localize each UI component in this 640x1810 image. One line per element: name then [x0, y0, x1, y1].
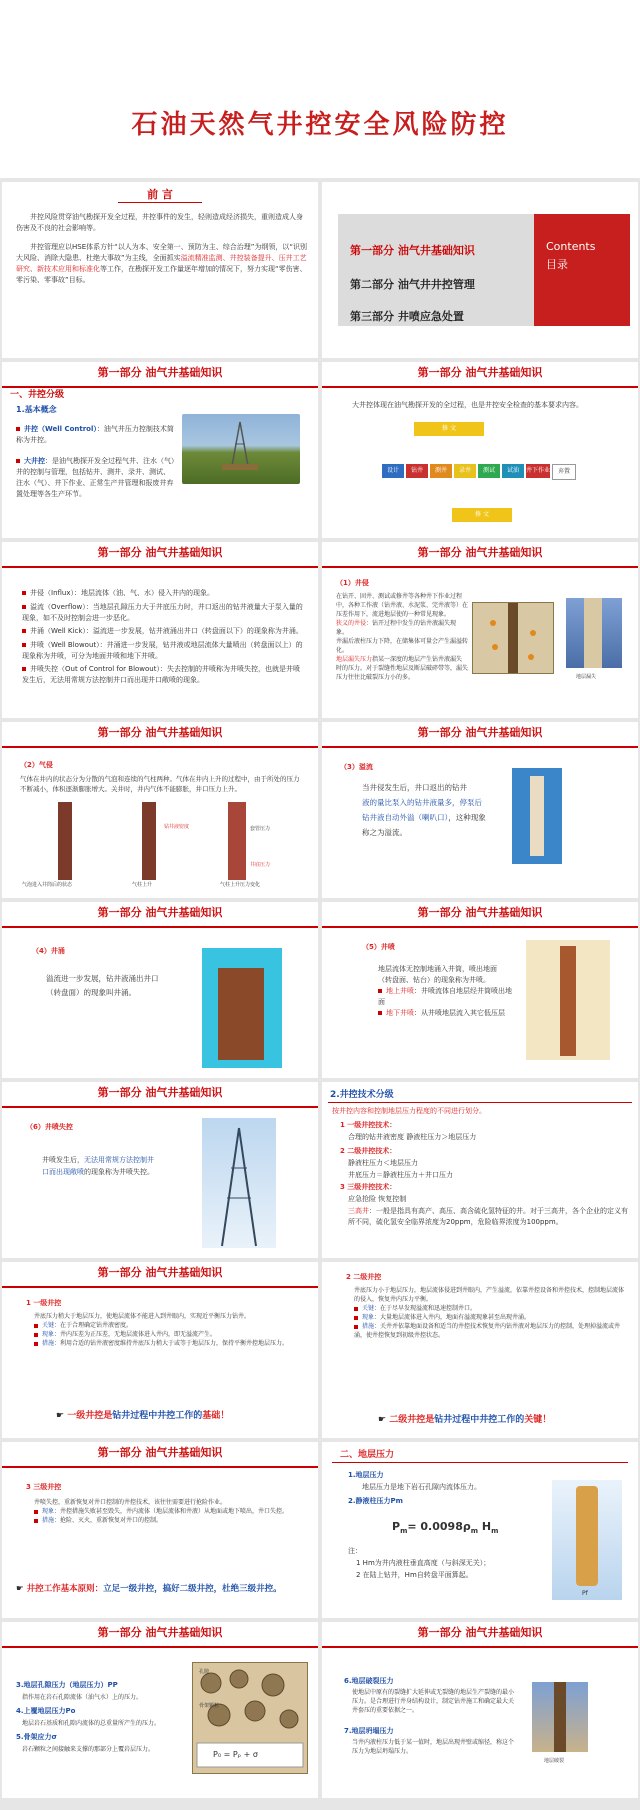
tertiary-b2-label: 措施 [42, 1517, 55, 1524]
preface-text-c: 等工作，在勘探开发工作量逐年增加的情况下，努力实现“零伤害、零污染、零事故”目标。 [16, 265, 307, 284]
label-drill: 钻井液密度 [164, 824, 190, 830]
secondary-text [354, 1286, 624, 1340]
ooc-p1b: 无法用常规方法控制井 [84, 1156, 154, 1164]
slide-kick [2, 902, 318, 1078]
title-rule [322, 566, 638, 568]
blowout-p2: （转盘面、钻台）的现象称为井喷。 [378, 976, 490, 984]
secondary-callout [378, 1412, 551, 1425]
secondary-b1-label: 关键 [362, 1305, 375, 1312]
influx-p2: ：钻开过程中发生的钻井液漏失现象。 [336, 620, 457, 636]
kick-heading: （4）井涌 [32, 947, 65, 955]
def-blowout-text: 井喷（Well Blowout）：井涌进一步发展，钻井液或地层流体大量喷出（转盘面以上）的现象称为井喷，可分为地面井喷和地下井喷。 [22, 641, 303, 660]
fr-wellbore [554, 1682, 566, 1752]
cap-3: 气柱上升压力变化 [220, 882, 261, 888]
principle-text: 立足一级井控，搞好二级井控，杜绝三级井控。 [103, 1584, 282, 1594]
level-heading: 一、井控分级 [10, 390, 65, 400]
influx-heading: （1）井侵 [336, 579, 369, 587]
well-diagram [472, 602, 554, 674]
def-well-control [16, 424, 176, 446]
slide-fracture-pressure [322, 1622, 638, 1798]
fp-note1: 1 Hm为井内液柱垂直高度（与斜深无关）； [356, 1559, 491, 1567]
tertiary-b2: ：抢险、灭火，重新恢复对井口的控制。 [54, 1517, 163, 1524]
callout-end: 关键！ [524, 1415, 552, 1425]
fp-label: Pf [582, 1590, 588, 1597]
slide-technique-levels [322, 1082, 638, 1258]
slide-pore-pressure [2, 1622, 318, 1798]
tertiary-p1: 井喷失控，重新恢复对井口控制的井控技术，该往往需要进行抢险作业。 [34, 1499, 227, 1506]
influx-p2-label: 狭义的井侵 [336, 620, 367, 627]
primary-p1: 井底压力稍大于地层压力，使地层流体不能进入到井眼内，实现近平衡压力钻井。 [34, 1313, 251, 1320]
tech-l2-text: 静液柱压力＜地层压力 [348, 1159, 418, 1167]
bullet-icon [22, 643, 26, 647]
tertiary-b1: ：井控措施失败甚至毁失，井内流体（地层流体和井液）从地面或地下喷出，井口失控。 [54, 1508, 289, 1515]
slide-title: 第一部分 油气井基础知识 [417, 1626, 543, 1639]
fr-diagram [532, 1682, 588, 1752]
pp-p2: 地层岩石基质和孔隙内流体的总重量所产生的压力。 [22, 1720, 161, 1727]
step-design: 设计 [382, 464, 404, 478]
title-rule [2, 926, 318, 928]
bullet-icon [16, 427, 20, 431]
influx-p1: 在钻开、固井、测试或修井等各种井下作业过程中，各种工作液（钻井液、水泥浆、完井液等）在压差作用下，流进地层使的一种常见现象。 [336, 593, 469, 618]
primary-b2: ：井内压差为正压差，无地层流体进入井内，即无溢流产生。 [54, 1331, 217, 1338]
slide-title: 第一部分 油气井基础知识 [97, 1086, 223, 1099]
step-mudlog: 录井 [454, 464, 476, 478]
def-kick [22, 626, 306, 637]
slide-formation-pressure [322, 1442, 638, 1618]
oilfield-photo [182, 414, 300, 484]
ooc-p1: 井喷发生后， [42, 1156, 84, 1164]
bullet-icon [16, 459, 20, 463]
hand-icon: ☛ [378, 1415, 390, 1425]
bullet-icon [378, 989, 382, 993]
def-out-of-control [22, 664, 306, 686]
kick-diagram [202, 948, 282, 1068]
bullet-icon [22, 605, 26, 609]
primary-b1: ：在于合理确定钻井液密度。 [54, 1322, 133, 1329]
overflow-p4: ，这种现象 [448, 813, 486, 822]
overflow-text [362, 780, 492, 840]
def-influx [22, 588, 306, 599]
tech-l1-text: 合理的钻井液密度 静液柱压力＞地层压力 [348, 1133, 477, 1141]
hero-title: 石油天然气井控安全风险防控 [131, 110, 509, 140]
secondary-b1: ：在于尽早发现溢流和迅速控制井口。 [374, 1305, 477, 1312]
contents-box [534, 214, 630, 326]
pp-p3: 岩石颗粒之间接触来支撑的那部分上覆岩层压力。 [22, 1746, 155, 1753]
overflow-heading: （3）溢流 [340, 763, 373, 771]
callout-pre: 二级井控是 [389, 1415, 435, 1425]
fr-h2: 7.地层坍塌压力 [344, 1727, 394, 1735]
pp-h3: 5.骨架应力σ [16, 1733, 57, 1741]
callout-mid: 钻井过程中井控工作的 [112, 1411, 203, 1421]
bullet-icon [354, 1316, 358, 1320]
slide-title: 第一部分 油气井基础知识 [97, 546, 223, 559]
toc-item-2[interactable]: 第二部分 油气井井控管理 [350, 278, 475, 291]
f-sub1: m [400, 1527, 408, 1536]
term-well-control-desc: ：油气井压力控制技术简称为井控。 [16, 425, 174, 444]
secondary-b2-label: 现象 [362, 1314, 375, 1321]
tech-l1: 1 一级井控技术： [340, 1121, 397, 1129]
tertiary-b1-label: 现象 [42, 1508, 55, 1515]
f-h: H [478, 1520, 492, 1533]
term-well-control: 井控（Well Control） [24, 425, 97, 433]
blowout-photo [202, 1118, 276, 1248]
pp-formula: P₀ = Pₚ + σ [213, 1750, 258, 1759]
toc-item-3[interactable]: 第三部分 井喷应急处置 [350, 310, 464, 323]
step-testing: 测试 [478, 464, 500, 478]
ooc-text [42, 1154, 182, 1178]
step-trial: 试油 [502, 464, 524, 478]
def-kick-text: 井涌（Well Kick）：溢流进一步发展，钻井液涌出井口（转盘面以下）的现象称为井涌。 [30, 627, 303, 635]
overflow-p3: 钻井液自动外溢（喇叭口） [362, 813, 449, 822]
pp-h2: 4.上覆地层压力Po [16, 1707, 76, 1715]
slide-title: 第一部分 油气井基础知识 [97, 726, 223, 739]
primary-heading: 1 一级井控 [26, 1299, 62, 1307]
bullet-icon [354, 1307, 358, 1311]
def-overflow [22, 602, 306, 624]
bullet-icon [354, 1325, 358, 1329]
title-rule [322, 746, 638, 748]
gas-column-2 [142, 802, 156, 880]
pp-label1: 孔隙 [199, 1669, 210, 1675]
bottom-label: 修 文 [452, 508, 512, 522]
influx-p4-label: 地层漏失压力 [336, 656, 373, 663]
secondary-p1: 井底压力小于地层压力，地层流体侵进到井眼内，产生溢流，依靠井控设备和井控技术，控制地层流体的侵入，恢复井内压力平衡。 [354, 1287, 625, 1303]
secondary-b3: ：关井并依靠地面设备和适当的井控技术恢复井内钻井液对地层压力的控制，处理掉溢流或井涌，使井控恢复到初级井控状态。 [354, 1323, 621, 1339]
slide-title: 第一部分 油气井基础知识 [97, 1446, 223, 1459]
secondary-b3-label: 措施 [362, 1323, 375, 1330]
slide-title: 第一部分 油气井基础知识 [417, 546, 543, 559]
overflow-pipe [530, 776, 544, 856]
blowout-heading: （5）井喷 [362, 943, 395, 951]
fp-h1: 1.地层压力 [348, 1471, 384, 1479]
primary-b1-label: 关键 [42, 1322, 55, 1329]
rig-illustration [182, 414, 300, 484]
preface-heading: 前 言 [147, 188, 173, 201]
secondary-heading: 2 二级井控 [346, 1273, 382, 1281]
callout-pre: 一级井控是 [67, 1411, 113, 1421]
callout-end: 基础！ [202, 1411, 230, 1421]
blowout-diagram [526, 940, 610, 1060]
blowout-well [560, 946, 576, 1056]
top-label: 修 文 [414, 422, 484, 436]
gas-column-1 [58, 802, 72, 880]
overflow-p1: 当井侵发生后，井口返出的钻井 [362, 783, 467, 792]
callout-mid: 钻井过程中井控工作的 [434, 1415, 525, 1425]
slide-title: 第一部分 油气井基础知识 [97, 906, 223, 919]
def-out-of-control-text: 井喷失控（Out of Control for Blowout）：失去控制的井喷称为井喷失控，也就是井喷发生后，无法用常规方法控制井口而出现井口敞喷的现象。 [22, 665, 300, 684]
influx-text [336, 592, 468, 682]
slide-title: 第一部分 油气井基础知识 [97, 1626, 223, 1639]
def-big-well-control [16, 456, 176, 500]
tertiary-heading: 3 三级井控 [26, 1483, 62, 1491]
f-sub2: m [470, 1527, 479, 1536]
principle-callout [16, 1582, 282, 1594]
term-big-well-control-desc: ：是油气勘探开发全过程气井、注水（气）井的控制与管理，包括钻井、测井、录井、测试、注水（气）、井下作业、正常生产井管理和报废井弃置处理等各生产环节。 [16, 457, 175, 498]
step-logging: 测井 [430, 464, 452, 478]
fp-note2: 2 在陆上钻井，Hm自转盘平面算起。 [356, 1571, 473, 1579]
kick-text [46, 972, 186, 1000]
kick-p1: 溢流进一步发展，钻井液涌出井口 [46, 974, 159, 983]
slide-primary-control [2, 1262, 318, 1438]
title-rule [322, 386, 638, 388]
def-blowout [22, 640, 306, 662]
primary-b3: ：利用合适的钻井液密度维持井底压力稍大于或等于地层压力，保持平衡井控地层压力。 [54, 1340, 289, 1347]
title-rule [2, 746, 318, 748]
term-big-well-control: 大井控 [24, 457, 45, 465]
slide-title: 第一部分 油气井基础知识 [417, 906, 543, 919]
fp-note-head: 注： [348, 1547, 362, 1555]
title-rule [2, 1106, 318, 1108]
fr-p2: 当井内液柱压力低于某一值时，地层出现井壁或缩径，称这个压力为地层坍塌压力。 [352, 1739, 515, 1755]
tech-note-text: ：一般是指具有高产、高压、高含硫化氢特征的井。对于三高井，各个企业的定义有所不同，硫化氢安全临界浓度为20ppm，危险临界浓度为100ppm。 [348, 1207, 628, 1226]
contents-en: Contents [546, 240, 596, 253]
title-rule [2, 1466, 318, 1468]
slide-title: 第一部分 油气井基础知识 [97, 1266, 223, 1279]
fr-p1: 使地层中原有的裂缝扩大延伸或无裂缝的地层生产裂缝的最小压力。是合理进行井身结构设计，制定钻井施工和确定最大关井套压的重要依据之一。 [352, 1689, 515, 1714]
leak-wellbore [584, 598, 602, 668]
f-p: P [392, 1520, 401, 1533]
preface-paragraph-1: 井控风险贯穿油气勘探开发全过程，井控事件的发生，轻则造成经济损失，重则造成人身伤害及不良的社会影响等。 [16, 213, 303, 232]
bullet-icon [378, 1011, 382, 1015]
tech-heading: 2.井控技术分级 [330, 1090, 394, 1100]
overflow-diagram [512, 768, 562, 864]
blowout-b2: ：从井喷地层流入其它低压层 [414, 1009, 505, 1017]
tech-note-label: 三高井 [348, 1207, 369, 1215]
process-text: 大井控体现在油气勘探开发的全过程，也是井控安全检查的基本要求内容。 [352, 401, 583, 409]
gas-heading: （2）气侵 [20, 761, 53, 769]
tech-subtitle: 按井控内容和控制地层压力程度的不同进行划分。 [332, 1107, 486, 1115]
kick-p2: （转盘面）的现象叫井涌。 [46, 988, 136, 997]
label-casing: 套管压力 [250, 826, 271, 832]
slide-tertiary-control [2, 1442, 318, 1618]
derrick-illustration [202, 1118, 276, 1248]
hand-icon: ☛ [16, 1584, 27, 1594]
title-rule [322, 926, 638, 928]
bullet-icon [34, 1342, 38, 1346]
title-rule [2, 1286, 318, 1288]
ooc-heading: （6）井喷失控 [26, 1123, 73, 1131]
fr-h1: 6.地层破裂压力 [344, 1677, 394, 1685]
slide-influx [322, 542, 638, 718]
contents-cn: 目录 [546, 258, 568, 271]
ooc-p2: 口而出现敞喷 [42, 1168, 84, 1176]
tech-rule [328, 1102, 632, 1103]
blowout-b1-label: 地上井喷 [386, 987, 414, 995]
step-downhole: 井下作业 [526, 464, 550, 478]
influx-p3: 井漏后液柱压力下降，在储集体可量会产生漏溢转化。 [336, 638, 469, 654]
slide-toc [322, 182, 638, 358]
title-rule [322, 1646, 638, 1648]
fp-p1: 地层压力是地下岩石孔隙内流体压力。 [362, 1483, 481, 1491]
tech-l3: 3 三级井控技术： [340, 1183, 397, 1191]
def-overflow-text: 溢流（Overflow）：当地层孔隙压力大于井底压力时，井口返出的钻井液量大于泵入量的现象，如不及时控制会进一步恶化。 [22, 603, 303, 622]
influx-diagram [473, 603, 553, 673]
influx-p4: 指某一深度的地层产生钻井液漏失时的压力。对于裂缝性地层及断层破碎带等，漏失压力往往比破裂压力小的多。 [336, 656, 469, 681]
slide-definitions [2, 542, 318, 718]
cap-2: 气柱上升 [132, 882, 153, 888]
title-rule [2, 386, 318, 388]
overflow-p2: 液的量比泵入的钻井液量多，停泵后 [362, 798, 482, 807]
label-bottom: 井底压力 [250, 862, 271, 868]
bullet-icon [22, 667, 26, 671]
gas-column-3 [228, 802, 246, 880]
slide-secondary-control [322, 1262, 638, 1438]
blowout-b2-label: 地下井喷 [386, 1009, 414, 1017]
tertiary-text [34, 1498, 304, 1525]
tech-note [348, 1206, 630, 1228]
primary-text [34, 1312, 304, 1348]
tech-l3-text: 应急抢险 恢复控制 [348, 1195, 407, 1203]
fr-caption: 地层破裂 [544, 1758, 565, 1764]
fp-heading: 二、地层压力 [340, 1450, 395, 1460]
overflow-p5: 称之为溢流。 [362, 828, 407, 837]
kick-well [218, 968, 264, 1060]
ooc-p2b: 的现象称为井喷失控。 [84, 1168, 154, 1176]
slide-gas-cut [2, 722, 318, 898]
fp-formula [392, 1520, 498, 1538]
f-sub3: m [491, 1527, 499, 1536]
bullet-icon [34, 1324, 38, 1328]
gas-text: 气体在井内的状态分为分散的气泡和连续的气柱两种。气体在井内上升的过程中，由于所处的压力不断减小，体积逐渐膨胀增大。关井时，井内气体不能膨胀，井口压力上升。 [20, 775, 300, 793]
step-abandon: 弃置 [552, 464, 576, 480]
slide-preface [2, 182, 318, 358]
hand-icon: ☛ [56, 1411, 68, 1421]
bullet-icon [34, 1519, 38, 1523]
pp-h1: 3.地层孔隙压力（地层压力）PP [16, 1681, 118, 1689]
slide-overflow [322, 722, 638, 898]
bullet-icon [34, 1510, 38, 1514]
pp-p1: 指作用在岩石孔隙流体（油气水）上的压力。 [22, 1694, 143, 1701]
primary-b2-label: 现象 [42, 1331, 55, 1338]
blowout-b1: ：井喷流体自地层经井筒喷出地面 [378, 987, 512, 1006]
preface-text-a: 井控管理应以HSE体系方针“以人为本、安全第一、预防为主、综合治理”为纲领，以“识别大风险、消除大隐患、杜绝大事故”为主线，全面抓实 [16, 243, 308, 262]
slide-well-control-levels [2, 362, 318, 538]
hero-slide [0, 0, 640, 178]
slide-blowout [322, 902, 638, 1078]
slide-title: 第一部分 油气井基础知识 [417, 366, 543, 379]
primary-callout [56, 1408, 229, 1421]
preface-highlight: 溢流精准监测、井控装备提升、压井工艺研究、新技术应用和标准化 [16, 254, 307, 273]
pp-diagram [192, 1662, 308, 1774]
leak-diagram [566, 598, 622, 668]
tech-l2-text2: 井底压力＝静液柱压力＋井口压力 [348, 1171, 453, 1179]
primary-b3-label: 措施 [42, 1340, 55, 1347]
bullet-icon [22, 629, 26, 633]
def-influx-text: 井侵（Influx）：地层流体（油、气、水）侵入井内的现象。 [30, 589, 214, 597]
bullet-icon [22, 591, 26, 595]
bullet-icon [34, 1333, 38, 1337]
slide-title: 第一部分 油气井基础知识 [417, 726, 543, 739]
title-rule [2, 566, 318, 568]
preface-paragraph-2 [16, 242, 308, 286]
fp-rule [332, 1462, 628, 1463]
slide-full-process [322, 362, 638, 538]
fp-column [576, 1486, 598, 1586]
step-drilling: 钻井 [406, 464, 428, 478]
tech-l2: 2 二级井控技术： [340, 1147, 397, 1155]
principle-label: 井控工作基本原则： [26, 1584, 104, 1594]
cap-1: 气泡进入井筒后的状态 [22, 882, 73, 888]
slide-out-of-control [2, 1082, 318, 1258]
pp-label2: 骨架颗粒 [199, 1703, 220, 1709]
secondary-b2: ：大量地层流体进入井内，地面有溢流现象甚至出现井涌。 [374, 1314, 531, 1321]
toc-item-1[interactable]: 第一部分 油气井基础知识 [350, 244, 475, 257]
preface-underline [118, 202, 202, 203]
blowout-p1: 地层流体无控制地涌入井筒，喷出地面 [378, 965, 497, 973]
blowout-text [378, 964, 518, 1019]
fp-h2: 2.静液柱压力Pm [348, 1497, 403, 1505]
fp-diagram [552, 1480, 622, 1600]
f-eq: = 0.0098ρ [407, 1520, 471, 1533]
title-rule [2, 1646, 318, 1648]
slide-title: 第一部分 油气井基础知识 [97, 366, 223, 379]
concept-heading: 1.基本概念 [16, 405, 57, 414]
leak-caption: 地层漏失 [576, 674, 597, 680]
